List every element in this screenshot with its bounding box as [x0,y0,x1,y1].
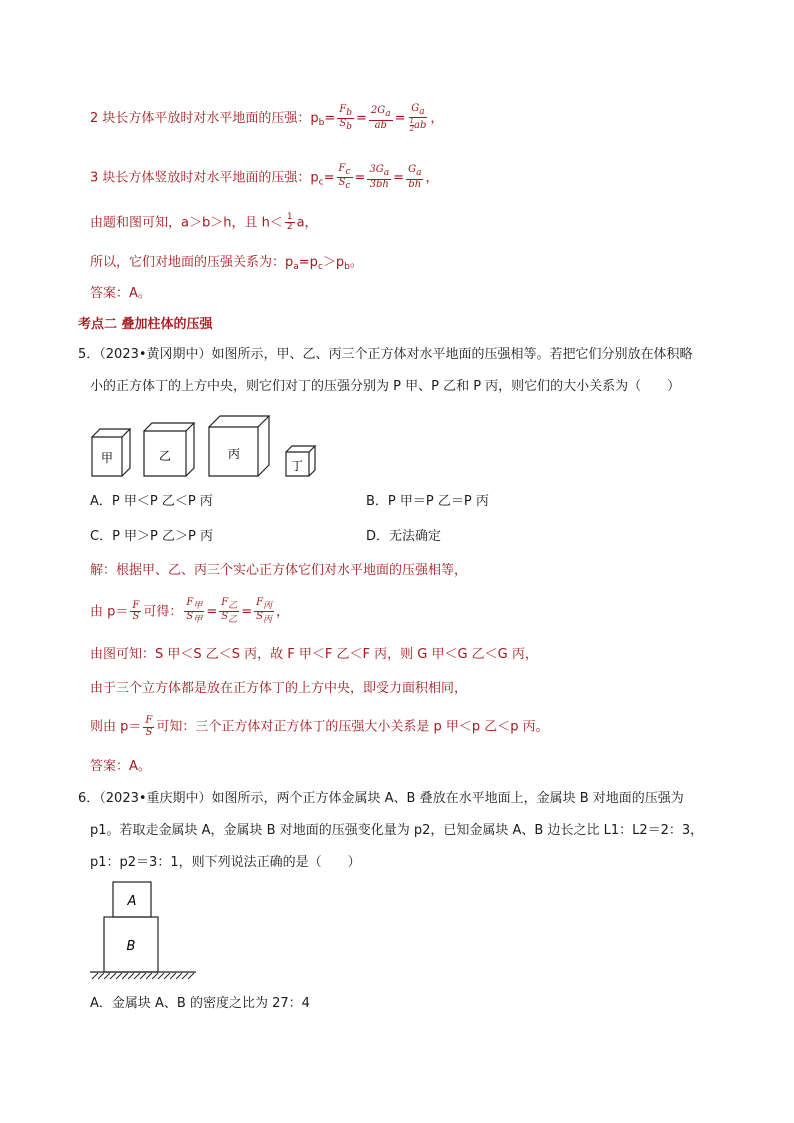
pc-formula: 3 块长方体竖放时对水平地面的压强：$p_c=$ $\frac{F_c}{S_c}$ = $\frac{3G_a}{3bh}$ = $\frac{G_a}{bh}$ ， [90,163,439,192]
so-line: 所以，它们对地面的压强关系为：$p_a=p_c>p_b$。 [90,255,363,272]
sol5-prefix: 则由 p＝ [90,719,142,735]
pc-frac-3: $\frac{G_a}{bh}$ [408,164,422,190]
q5-line1: 5．（2023•黄冈期中）如图所示，甲、乙、丙三个正方体对水平地面的压强相等。若把它们分别放在体积略 [78,347,693,362]
block-label-b: B [126,939,136,954]
q6-line2: p1。若取走金属块 A，金属块 B 对地面的压强变化量为 p2，已知金属块 A、B 边长之比 L1：L2＝2：3， [90,823,704,838]
relation-line [90,213,318,233]
p-formula-frac-2: $\frac{F}{S}$ [145,715,153,738]
pb-formula: 2 块长方体平放时对水平地面的压强：$p_b=$ $\frac{F_b}{S_b}$ = $\frac{2G_a}{ab}$ = $G_a$ $\frac{1}{2}$ ab ， [90,103,444,134]
sol2-mid: 可得： [143,604,183,620]
so-text: 所以，它们对地面的压强关系为：p [90,255,294,270]
relation-a: a， [296,215,318,231]
cube-label-ding: 丁 [290,459,304,473]
sol5-suffix: 可知：三个正方体对正方体丁的压强大小关系是 p 甲＜p 乙＜p 丙。 [156,719,549,735]
q6-blocks-figure [88,878,208,982]
q5-line2: 小的正方体丁的上方中央，则它们对丁的压强分别为 P 甲、P 乙和 P 丙，则它们的大小关系为（ ） [90,379,681,394]
block-label-a: A [127,894,137,909]
half-frac: $\frac{1}{2}$ [286,212,293,233]
q5-option-b: B．P 甲＝P 乙＝P 丙 [366,494,489,509]
pb-frac-2: $\frac{2G_a}{ab}$ [370,105,391,131]
q5-solution-4: 由于三个立方体都是放在正方体丁的上方中央，即受力面积相同， [90,681,468,696]
cube-label-yi: 乙 [158,449,172,463]
pc-frac-2: $\frac{3G_a}{3bh}$ [369,164,390,190]
q6-line1: 6．（2023•重庆期中）如图所示，两个正方体金属块 A、B 叠放在水平地面上，金属块 B 对地面的压强为 [78,791,684,806]
section-heading: 考点二 叠加柱体的压强 [78,317,213,332]
q6-line3: p1：p2＝3：1，则下列说法正确的是（ ） [90,855,361,870]
q5-cubes-figure [88,410,328,482]
p-formula-frac: $\frac{F}{S}$ [132,599,140,623]
pb-frac-3: $G_a$ $\frac{1}{2}$ ab [409,103,427,134]
q5-option-a: A．P 甲＜P 乙＜P 丙 [90,494,213,509]
pb-sub: b [318,118,325,129]
sol2-prefix: 由 p＝ [90,604,129,620]
q5-solution-2: 由 p＝ $\frac{F}{S}$ 可得： $\frac{F_甲}{S_甲}$ = $\frac{F_乙}{S_乙}$ = $\frac{F_丙}{S_丙}$ ， [90,597,290,626]
ratio-yi: $\frac{F_乙}{S_乙}$ [221,597,238,626]
pc-prefix: 3 块长方体竖放时对水平地面的压强：p [90,170,319,186]
q6-option-a: A．金属块 A、B 的密度之比为 27：4 [90,996,310,1011]
pc-sub: c [318,177,324,188]
q5-option-d: D．无法确定 [366,529,442,544]
ratio-jia: $\frac{F_甲}{S_甲}$ [186,597,203,626]
ratio-bing: $\frac{F_丙}{S_丙}$ [256,597,273,626]
relation-text: 由题和图可知，a＞b＞h，且 h＜ [90,215,283,231]
cube-label-bing: 丙 [227,447,241,461]
q5-solution-1: 解：根据甲、乙、丙三个实心正方体它们对水平地面的压强相等， [90,563,468,578]
cube-label-jia: 甲 [100,451,114,465]
pb-frac-1: $\frac{F_b}{S_b}$ [339,103,352,133]
q5-solution-5 [90,716,549,738]
q5-answer: 答案：A。 [90,759,151,774]
q5-solution-3: 由图可知：S 甲＜S 乙＜S 丙，故 F 甲＜F 乙＜F 丙，则 G 甲＜G 乙＜G 丙， [90,647,538,662]
prev-answer: 答案：A。 [90,286,151,301]
pc-frac-1: $\frac{F_c}{S_c}$ [338,163,351,192]
pb-prefix: 2 块长方体平放时对水平地面的压强：p [90,111,319,127]
q5-option-c: C．P 甲＞P 乙＞P 丙 [90,529,213,544]
